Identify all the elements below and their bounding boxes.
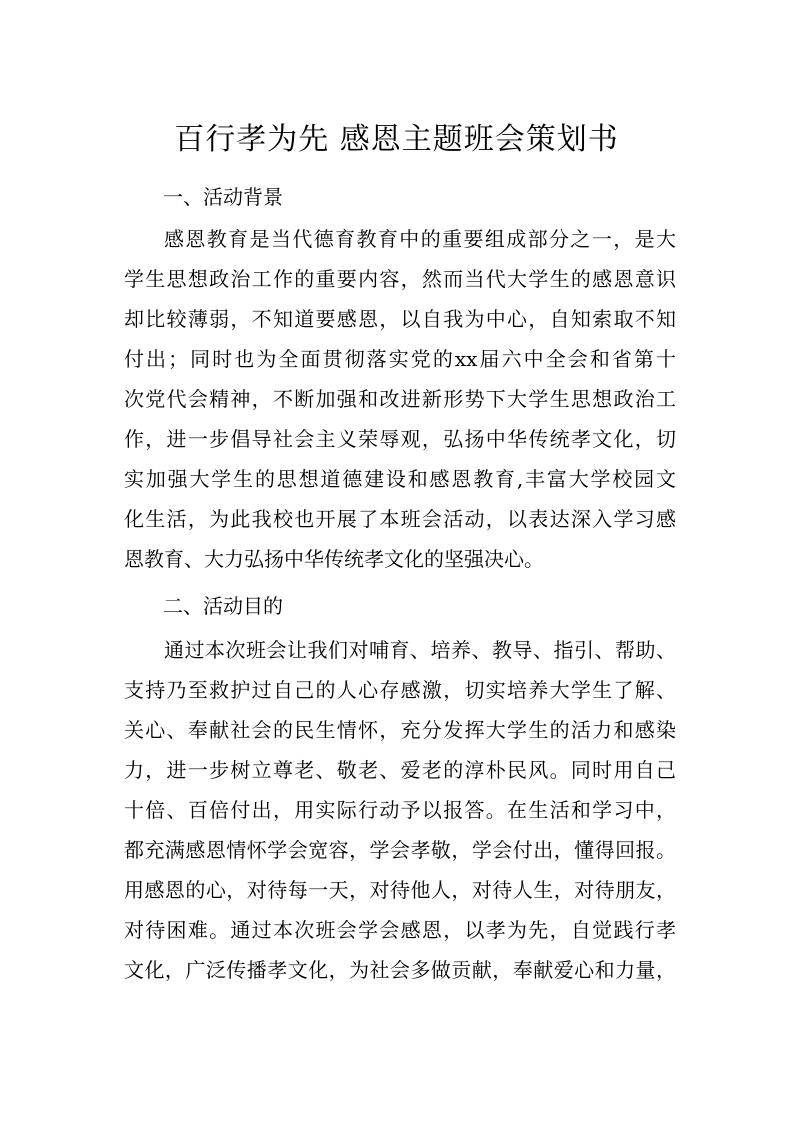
paragraph-line: 用感恩的心，对待每一天，对待他人，对待人生，对待朋友， (124, 878, 676, 902)
section-heading-purpose: 二、活动目的 (163, 594, 283, 618)
paragraph-line: 文化，广泛传播孝文化，为社会多做贡献，奉献爱心和力量， (124, 958, 676, 982)
document-title: 百行孝为先 感恩主题班会策划书 (174, 122, 619, 157)
paragraph-line: 关心、奉献社会的民生情怀，充分发挥大学生的活力和感染 (124, 718, 676, 742)
paragraph-line: 次党代会精神，不断加强和改进新形势下大学生思想政治工 (124, 387, 676, 411)
paragraph-line: 十倍、百倍付出，用实际行动予以报答。在生活和学习中， (124, 798, 676, 822)
paragraph-line: 支持乃至救护过自己的人心存感激，切实培养大学生了解、 (124, 678, 676, 702)
paragraph-line: 却比较薄弱，不知道要感恩，以自我为中心，自知索取不知 (124, 307, 676, 331)
section-heading-background: 一、活动背景 (163, 185, 283, 209)
paragraph-background (124, 219, 676, 579)
paragraph-line: 通过本次班会让我们对哺育、培养、教导、指引、帮助、 (164, 638, 676, 662)
paragraph-line: 对待困难。通过本次班会学会感恩，以孝为先，自觉践行孝 (124, 918, 676, 942)
paragraph-line: 恩教育、大力弘扬中华传统孝文化的坚强决心。 (124, 547, 544, 571)
paragraph-line: 作，进一步倡导社会主义荣辱观，弘扬中华传统孝文化，切 (124, 427, 676, 451)
paragraph-line: 都充满感恩情怀学会宽容，学会孝敬，学会付出，懂得回报。 (124, 838, 676, 862)
paragraph-line: 实加强大学生的思想道德建设和感恩教育,丰富大学校园文 (124, 467, 676, 491)
paragraph-line: 力，进一步树立尊老、敬老、爱老的淳朴民风。同时用自己 (124, 758, 676, 782)
paragraph-purpose (124, 630, 676, 990)
paragraph-line: 付出；同时也为全面贯彻落实党的xx届六中全会和省第十 (124, 347, 676, 371)
paragraph-line: 化生活，为此我校也开展了本班会活动，以表达深入学习感 (124, 507, 676, 531)
paragraph-line: 感恩教育是当代德育教育中的重要组成部分之一，是大 (164, 227, 676, 251)
paragraph-line: 学生思想政治工作的重要内容，然而当代大学生的感恩意识 (124, 267, 676, 291)
